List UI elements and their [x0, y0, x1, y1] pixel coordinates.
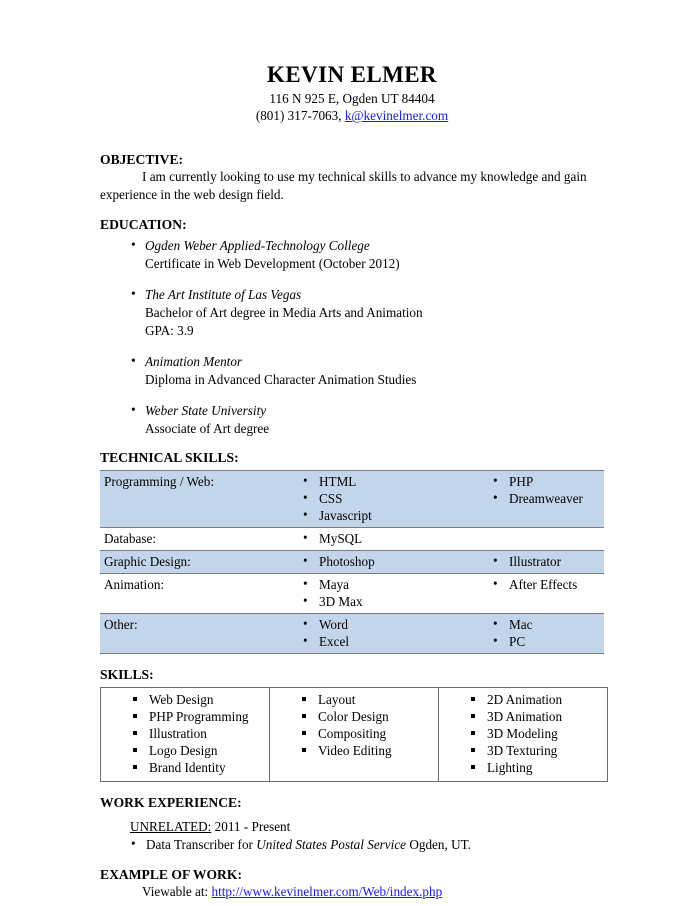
- spacer: [100, 782, 604, 794]
- technical-skills-body: [100, 470, 604, 653]
- technical-skills-col2: [294, 470, 484, 527]
- technical-skills-col3: [484, 470, 604, 527]
- table-row: [100, 470, 604, 527]
- list-item: 3D Modeling: [439, 725, 607, 742]
- skill-list: [484, 553, 604, 570]
- technical-skills-col3: [484, 574, 604, 614]
- candidate-contact: [100, 107, 604, 124]
- list-item: 2D Animation: [439, 691, 607, 708]
- work-experience-bullets: [130, 836, 604, 854]
- list-item: [100, 237, 604, 272]
- list-item: • Photoshop: [294, 553, 484, 570]
- skill-list: [294, 553, 484, 570]
- list-item: Logo Design: [101, 742, 269, 759]
- skills-body: [101, 687, 608, 781]
- list-item: • Maya: [294, 576, 484, 593]
- list-item: [100, 402, 604, 437]
- list-item: PHP Programming: [101, 708, 269, 725]
- email-link[interactable]: k@kevinelmer.com: [344, 108, 449, 124]
- list-item: 3D Animation: [439, 708, 607, 725]
- list-item: • Dreamweaver: [484, 490, 604, 507]
- skill-list: [484, 576, 604, 593]
- education-detail: Diploma in Advanced Character Animation Studies: [145, 371, 417, 387]
- work-employer: United States Postal Service: [256, 837, 407, 852]
- skill-list: [294, 473, 484, 524]
- table-row: [100, 614, 604, 654]
- technical-skills-category: Programming / Web:: [100, 470, 294, 527]
- list-item: 3D Texturing: [439, 742, 607, 759]
- list-item: • After Effects: [484, 576, 604, 593]
- list-item: • Mac: [484, 616, 604, 633]
- skill-list: [484, 616, 604, 650]
- work-experience-entry: [100, 818, 604, 853]
- work-experience-heading: WORK EXPERIENCE:: [100, 794, 242, 810]
- spacer: [100, 437, 604, 449]
- technical-skills-col2: [294, 574, 484, 614]
- technical-skills-heading: TECHNICAL SKILLS:: [100, 450, 239, 466]
- technical-skills-category: Database:: [100, 528, 294, 551]
- education-gpa: GPA: 3.9: [145, 322, 194, 338]
- technical-skills-category: Graphic Design:: [100, 551, 294, 574]
- skill-list: [294, 576, 484, 610]
- technical-skills-col2: [294, 528, 484, 551]
- skill-list: [294, 530, 484, 547]
- candidate-name: KEVIN ELMER: [267, 62, 437, 87]
- skills-column-2: [270, 687, 439, 781]
- skill-list: [270, 691, 438, 760]
- spacer: [100, 811, 604, 818]
- resume-header: [100, 0, 604, 125]
- skill-list: [101, 691, 269, 777]
- technical-skills-category: Other:: [100, 614, 294, 654]
- list-item: Layout: [270, 691, 438, 708]
- table-row: [100, 528, 604, 551]
- technical-skills-col3: [484, 551, 604, 574]
- table-row: [101, 687, 608, 781]
- list-item: Illustration: [101, 725, 269, 742]
- list-item: • Word: [294, 616, 484, 633]
- viewable-prefix: Viewable at:: [142, 884, 212, 900]
- education-detail: Certificate in Web Development (October 2012): [145, 255, 400, 271]
- skill-list: [294, 616, 484, 650]
- education-institution: • Ogden Weber Applied-Technology College: [145, 238, 370, 254]
- list-item: Web Design: [101, 691, 269, 708]
- list-item: [130, 836, 604, 854]
- education-institution: • Animation Mentor: [145, 354, 243, 370]
- technical-skills-category: Animation:: [100, 574, 294, 614]
- table-row: [100, 574, 604, 614]
- example-of-work-heading: EXAMPLE OF WORK:: [100, 866, 242, 882]
- education-detail: Bachelor of Art degree in Media Arts and Animation: [145, 304, 423, 320]
- work-experience-title: [130, 818, 604, 836]
- skills-column-1: [101, 687, 270, 781]
- skill-list: [439, 691, 607, 777]
- objective-body: I am currently looking to use my technical skills to advance my knowledge and gain experience in the web design field.: [100, 169, 587, 202]
- work-role-prefix: Data Transcriber for: [146, 837, 257, 852]
- spacer: [100, 854, 604, 866]
- technical-skills-col2: [294, 614, 484, 654]
- example-of-work-line: [100, 883, 604, 901]
- objective-heading: OBJECTIVE:: [100, 151, 184, 167]
- list-item: • PC: [484, 633, 604, 650]
- education-institution: • The Art Institute of Las Vegas: [145, 287, 302, 303]
- list-item: [100, 286, 604, 339]
- skill-list: [484, 473, 604, 507]
- list-item: [100, 353, 604, 388]
- list-item: Color Design: [270, 708, 438, 725]
- spacer: [100, 654, 604, 666]
- list-item: • CSS: [294, 490, 484, 507]
- resume-content: [100, 0, 604, 901]
- portfolio-link[interactable]: http://www.kevinelmer.com/Web/index.php: [211, 884, 443, 900]
- technical-skills-col2: [294, 551, 484, 574]
- list-item: • HTML: [294, 473, 484, 490]
- list-item: • PHP: [484, 473, 604, 490]
- candidate-phone: (801) 317-7063,: [255, 108, 345, 124]
- list-item: • Excel: [294, 633, 484, 650]
- education-list: [100, 237, 604, 437]
- spacer: [100, 125, 604, 151]
- skills-column-3: [439, 687, 608, 781]
- work-location: Ogden, UT.: [406, 837, 471, 852]
- technical-skills-col3: [484, 614, 604, 654]
- skills-table: [100, 687, 608, 782]
- table-row: [100, 551, 604, 574]
- list-item: Video Editing: [270, 742, 438, 759]
- list-item: • MySQL: [294, 530, 484, 547]
- education-detail: Associate of Art degree: [145, 420, 270, 436]
- education-heading: EDUCATION:: [100, 216, 187, 232]
- work-experience-label: UNRELATED:: [130, 819, 212, 835]
- technical-skills-table: [100, 470, 604, 654]
- skills-heading: SKILLS:: [100, 667, 154, 683]
- list-item: • Illustrator: [484, 553, 604, 570]
- education-institution: • Weber State University: [145, 403, 267, 419]
- list-item: • Javascript: [294, 507, 484, 524]
- list-item: • 3D Max: [294, 593, 484, 610]
- list-item: Brand Identity: [101, 759, 269, 776]
- spacer: [100, 204, 604, 216]
- list-item: Compositing: [270, 725, 438, 742]
- list-item: Lighting: [439, 759, 607, 776]
- technical-skills-col3: [484, 528, 604, 551]
- candidate-address: 116 N 925 E, Ogden UT 84404: [269, 90, 435, 106]
- work-experience-dates: 2011 - Present: [211, 819, 291, 835]
